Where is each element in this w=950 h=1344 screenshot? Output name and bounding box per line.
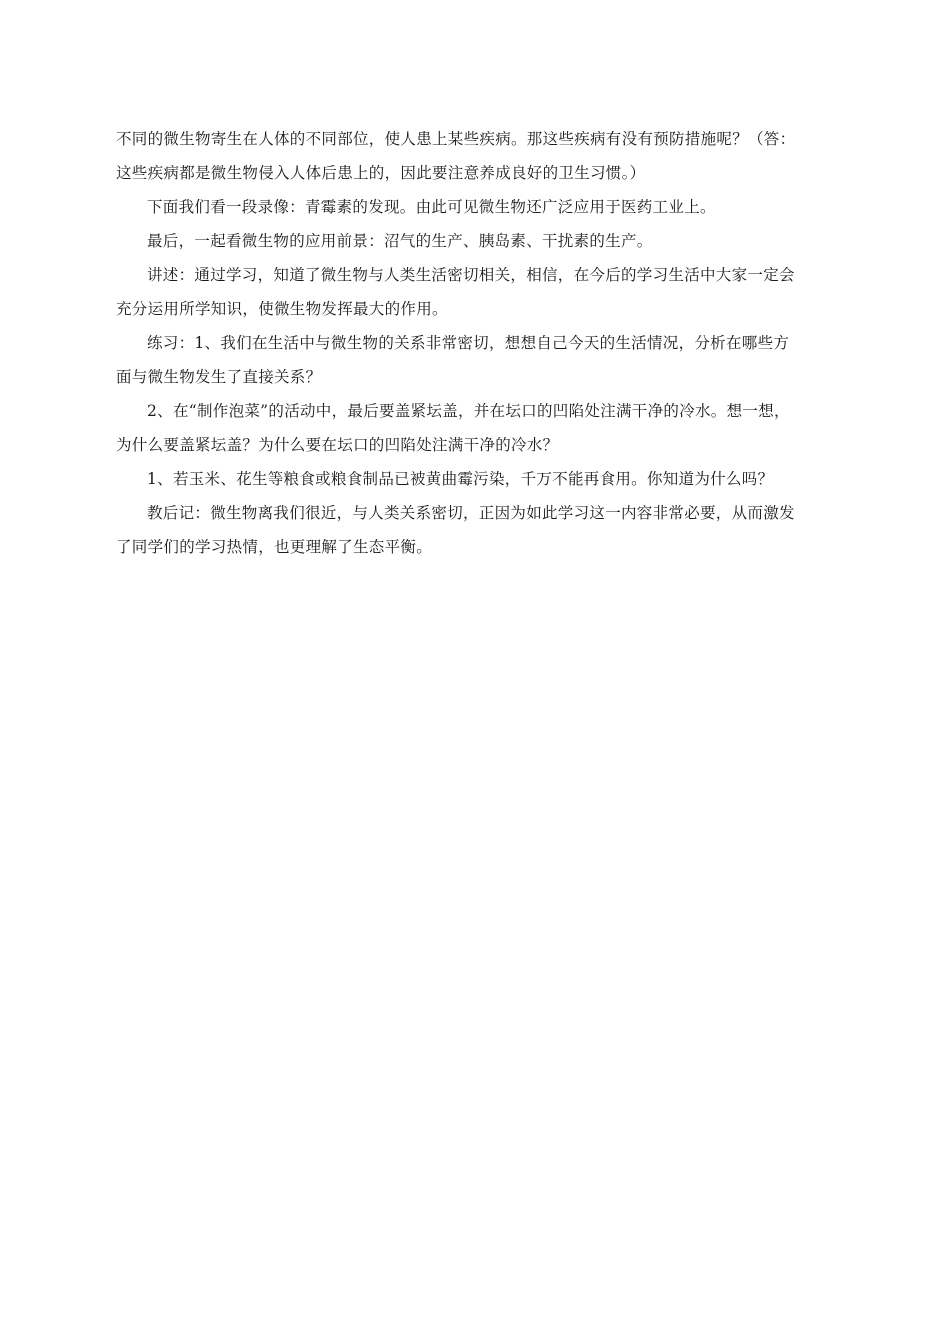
document-body: [116, 122, 838, 564]
paragraph-line: 练习：1、我们在生活中与微生物的关系非常密切，想想自己今天的生活情况，分析在哪些方: [147, 334, 790, 352]
paragraph-line: 这些疾病都是微生物侵入人体后患上的，因此要注意养成良好的卫生习惯。）: [116, 164, 646, 182]
paragraph-line: 最后，一起看微生物的应用前景：沼气的生产、胰岛素、干扰素的生产。: [147, 232, 653, 250]
paragraph-line: 下面我们看一段录像：青霉素的发现。由此可见微生物还广泛应用于医药工业上。: [147, 198, 716, 216]
paragraph-line: 2、在“制作泡菜”的活动中，最后要盖紧坛盖，并在坛口的凹陷处注满干净的冷水。想一想，: [147, 402, 790, 420]
paragraph-line: 讲述：通过学习，知道了微生物与人类生活密切相关，相信，在今后的学习生活中大家一定会: [147, 266, 795, 284]
paragraph-line: 不同的微生物寄生在人体的不同部位，使人患上某些疾病。那这些疾病有没有预防措施呢？（答：: [116, 130, 796, 148]
paragraph-line: 1、若玉米、花生等粮食或粮食制品已被黄曲霉污染，千万不能再食用。你知道为什么吗？: [147, 470, 774, 488]
paragraph-line: 了同学们的学习热情，也更理解了生态平衡。: [116, 538, 433, 556]
paragraph-line: 为什么要盖紧坛盖？为什么要在坛口的凹陷处注满干净的冷水？: [116, 436, 559, 454]
paragraph-line: 面与微生物发生了直接关系？: [116, 368, 322, 386]
paragraph-line: 充分运用所学知识，使微生物发挥最大的作用。: [116, 300, 448, 318]
paragraph-line: 教后记：微生物离我们很近，与人类关系密切，正因为如此学习这一内容非常必要，从而激发: [147, 504, 795, 522]
